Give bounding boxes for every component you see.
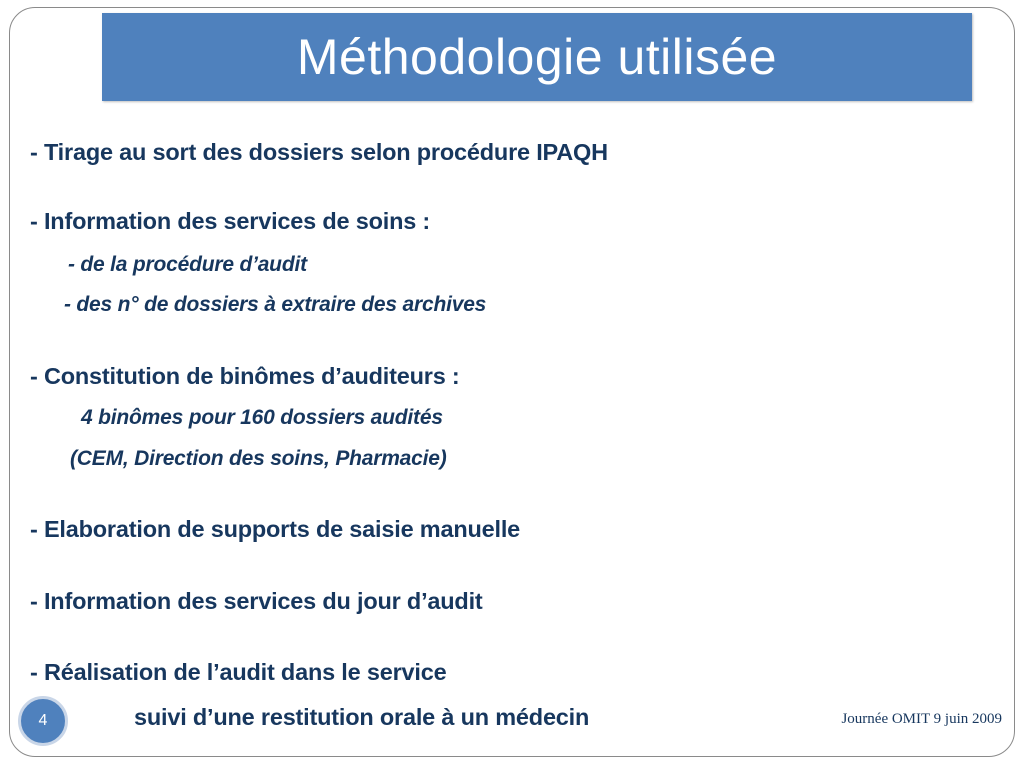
sub-bullet-procedure-audit: - de la procédure d’audit: [68, 253, 307, 276]
footer-text: Journée OMIT 9 juin 2009: [841, 711, 1002, 727]
bullet-information-services: - Information des services de soins :: [30, 208, 431, 234]
sub-bullet-restitution: suivi d’une restitution orale à un médecin: [134, 704, 590, 730]
slide-title: Méthodologie utilisée: [296, 29, 778, 85]
bullet-tirage: - Tirage au sort des dossiers selon procédure IPAQH: [30, 139, 608, 165]
page-number: 4: [38, 712, 48, 729]
bullet-jour-audit: - Information des services du jour d’audit: [30, 588, 483, 614]
sub-bullet-dossiers-archives: - des n° de dossiers à extraire des archives: [64, 293, 487, 316]
title-bar: [102, 13, 972, 101]
sub-bullet-binomes-count: 4 binômes pour 160 dossiers audités: [81, 406, 443, 429]
bullet-realisation-audit: - Réalisation de l’audit dans le service: [30, 659, 447, 685]
bullet-binomes: - Constitution de binômes d’auditeurs :: [30, 363, 460, 389]
bullet-supports-saisie: - Elaboration de supports de saisie manuelle: [30, 516, 521, 542]
page-number-badge: [18, 696, 68, 746]
sub-bullet-binomes-services: (CEM, Direction des soins, Pharmacie): [70, 447, 447, 470]
